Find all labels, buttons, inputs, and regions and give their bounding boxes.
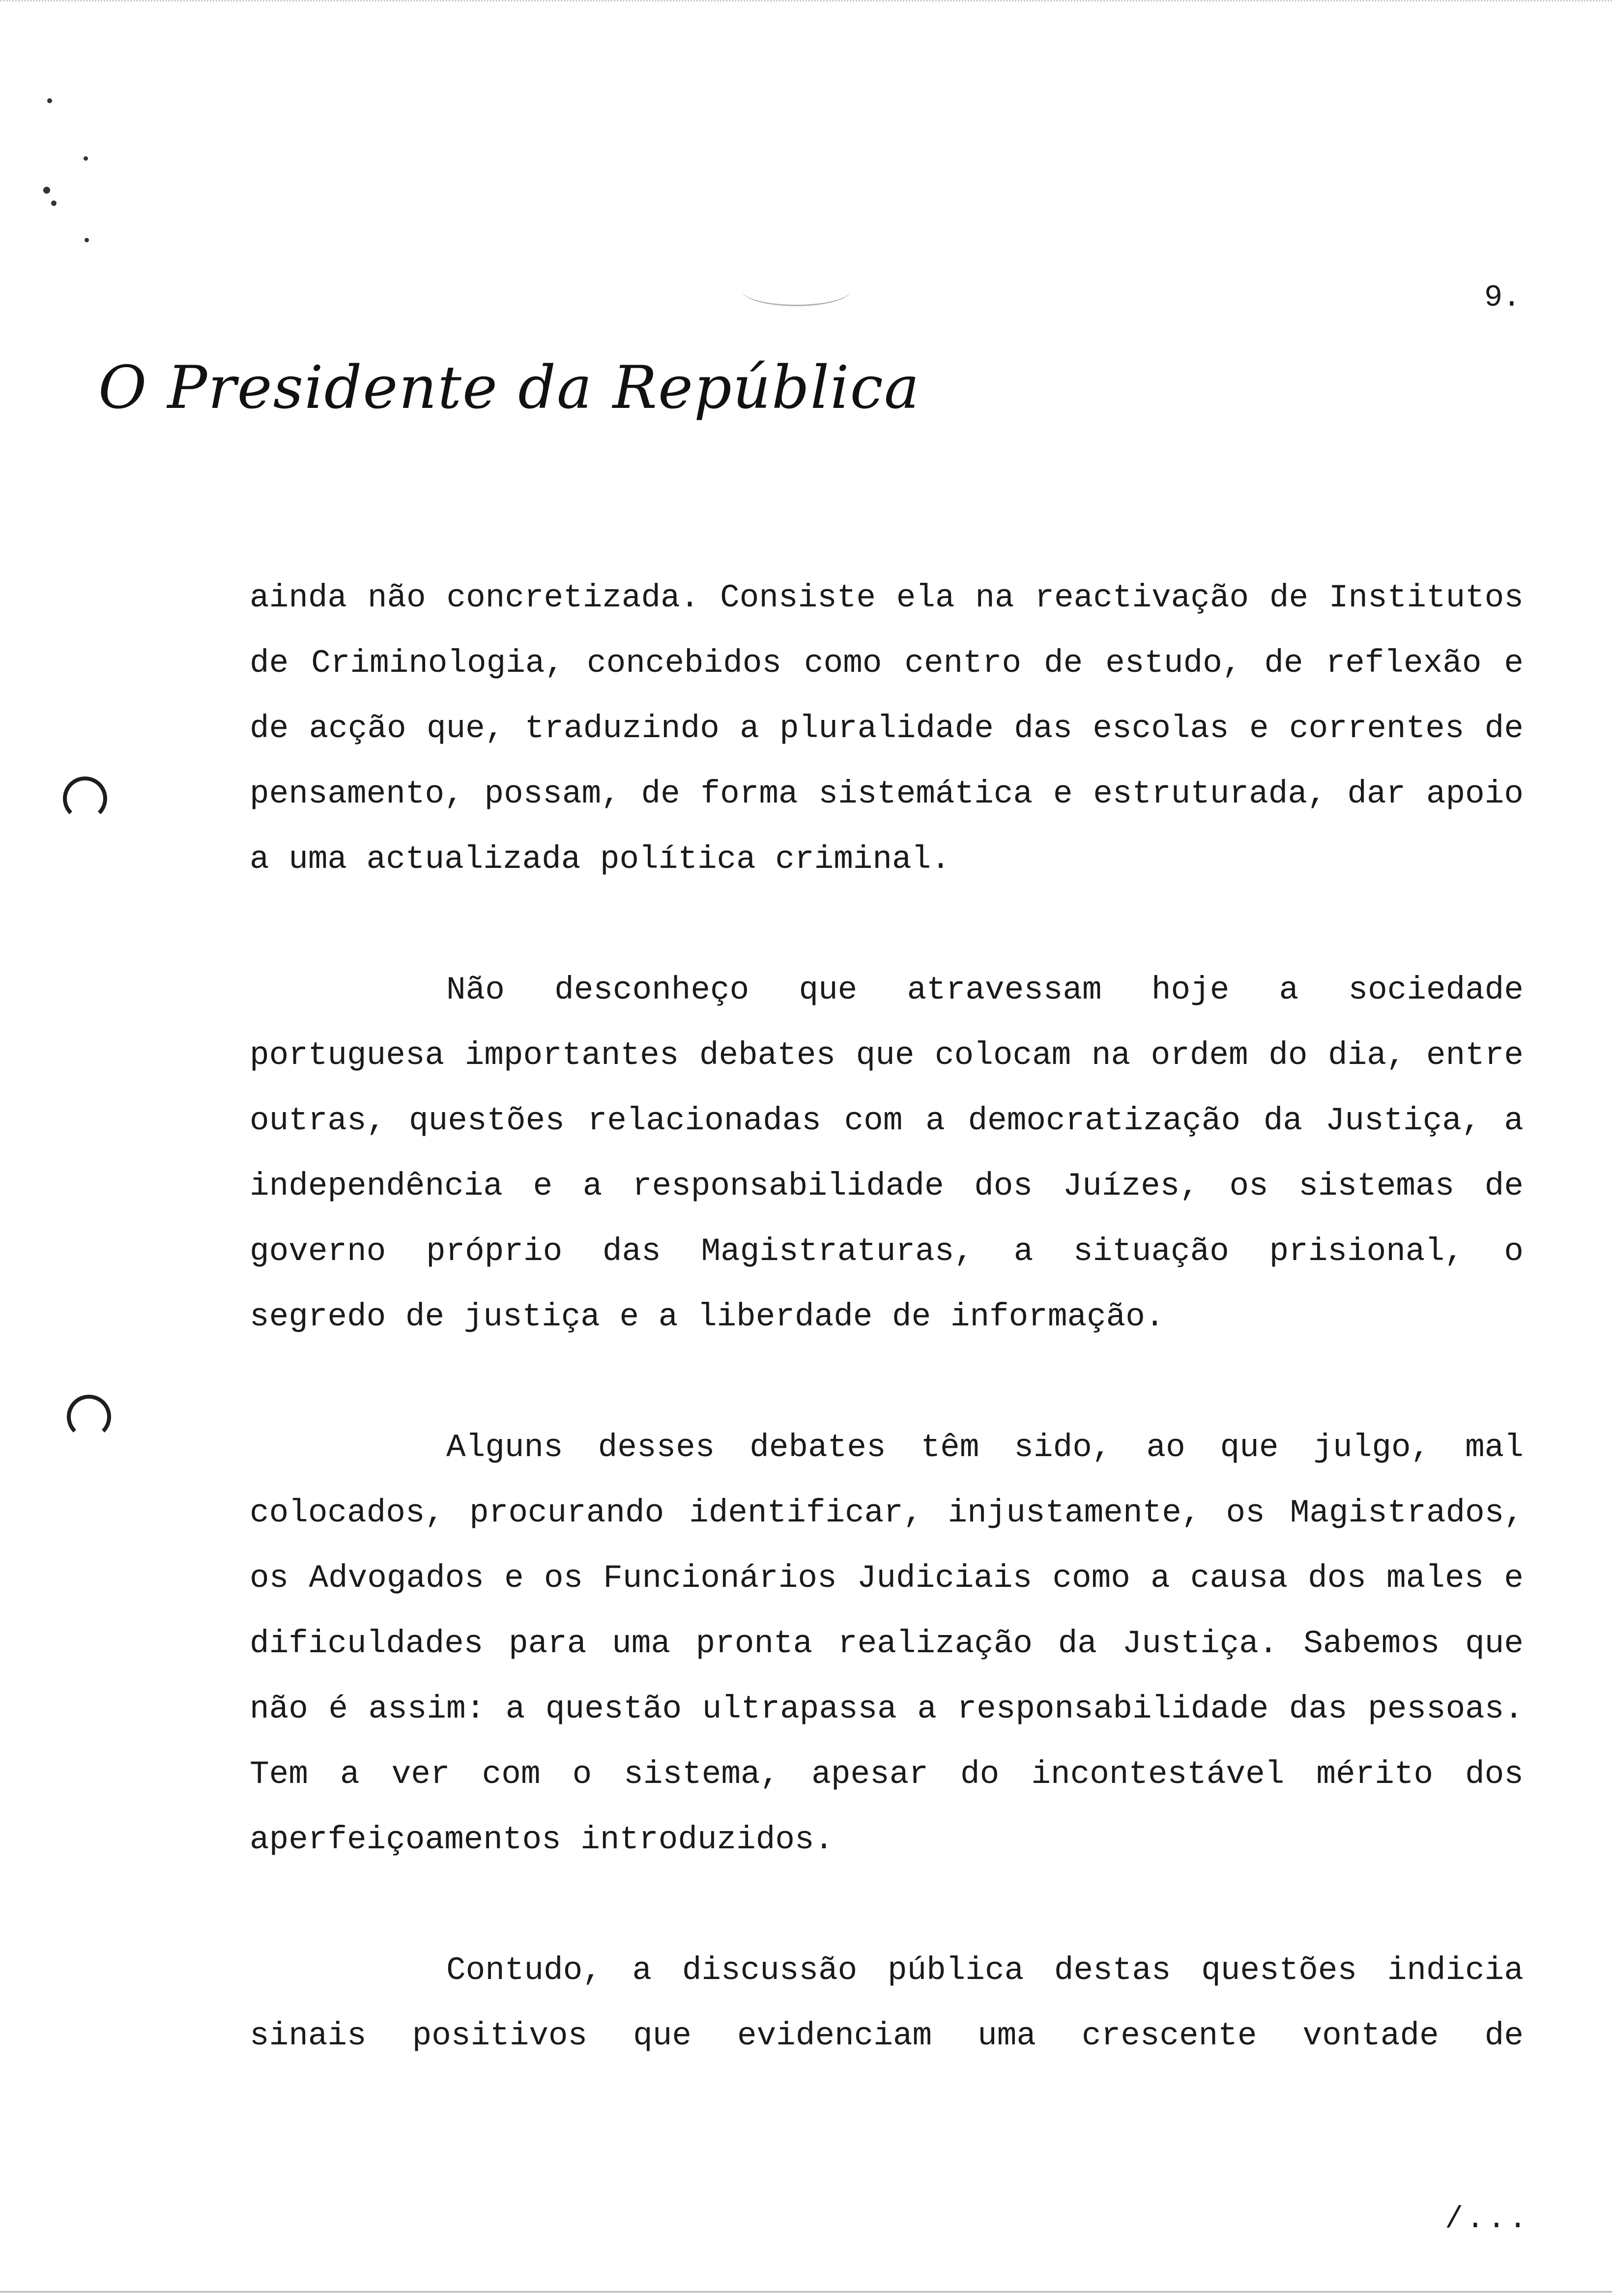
page-edge-top [0, 0, 1612, 5]
page-number: 9. [1484, 280, 1521, 315]
body-text [250, 565, 1524, 2134]
paragraph-3: Alguns desses debates têm sido, ao que julgo, mal colocados, procurando identificar, injustamente, os Magistrados, os Advogados e os Funcionários Judiciais como a causa dos males e dificuldades para uma pronta realização da Justiça. Sabemos que não é assim: a questão ultrapassa a responsabilidade das pessoas. Tem a ver com o sistema, apesar do incontestável mérito dos aperfeiçoamentos introduzidos. [250, 1429, 1524, 1858]
scan-speck [85, 238, 89, 242]
paragraph-4: Contudo, a discussão pública destas questões indicia sinais positivos que evidenciam uma crescente vontade de [250, 1952, 1524, 2054]
punch-hole-top [63, 776, 107, 821]
scan-mark [742, 275, 850, 306]
page-edge-bottom [0, 2291, 1612, 2296]
scan-speck [47, 98, 52, 103]
paragraph-1: ainda não concretizada. Consiste ela na reactivação de Institutos de Criminologia, concebidos como centro de estudo, de reflexão e de acção que, traduzindo a pluralidade das escolas e correntes de pensamento, possam, de forma sistemática e estruturada, dar apoio a uma actualizada política criminal. [250, 579, 1524, 878]
punch-hole-bottom [67, 1395, 111, 1439]
paragraph-2: Não desconheço que atravessam hoje a sociedade portuguesa importantes debates que colocam na ordem do dia, entre outras, questões relacionadas com a democratização da Justiça, a independência e a responsabilidade dos Juízes, os sistemas de governo próprio das Magistraturas, a situação prisional, o segredo de justiça e a liberdade de informação. [250, 972, 1524, 1335]
scan-speck [84, 156, 88, 161]
scan-speck [43, 187, 50, 194]
continuation-mark: /... [1445, 2202, 1530, 2237]
letterhead: O Presidente da República [98, 354, 921, 422]
scan-speck [51, 201, 57, 206]
